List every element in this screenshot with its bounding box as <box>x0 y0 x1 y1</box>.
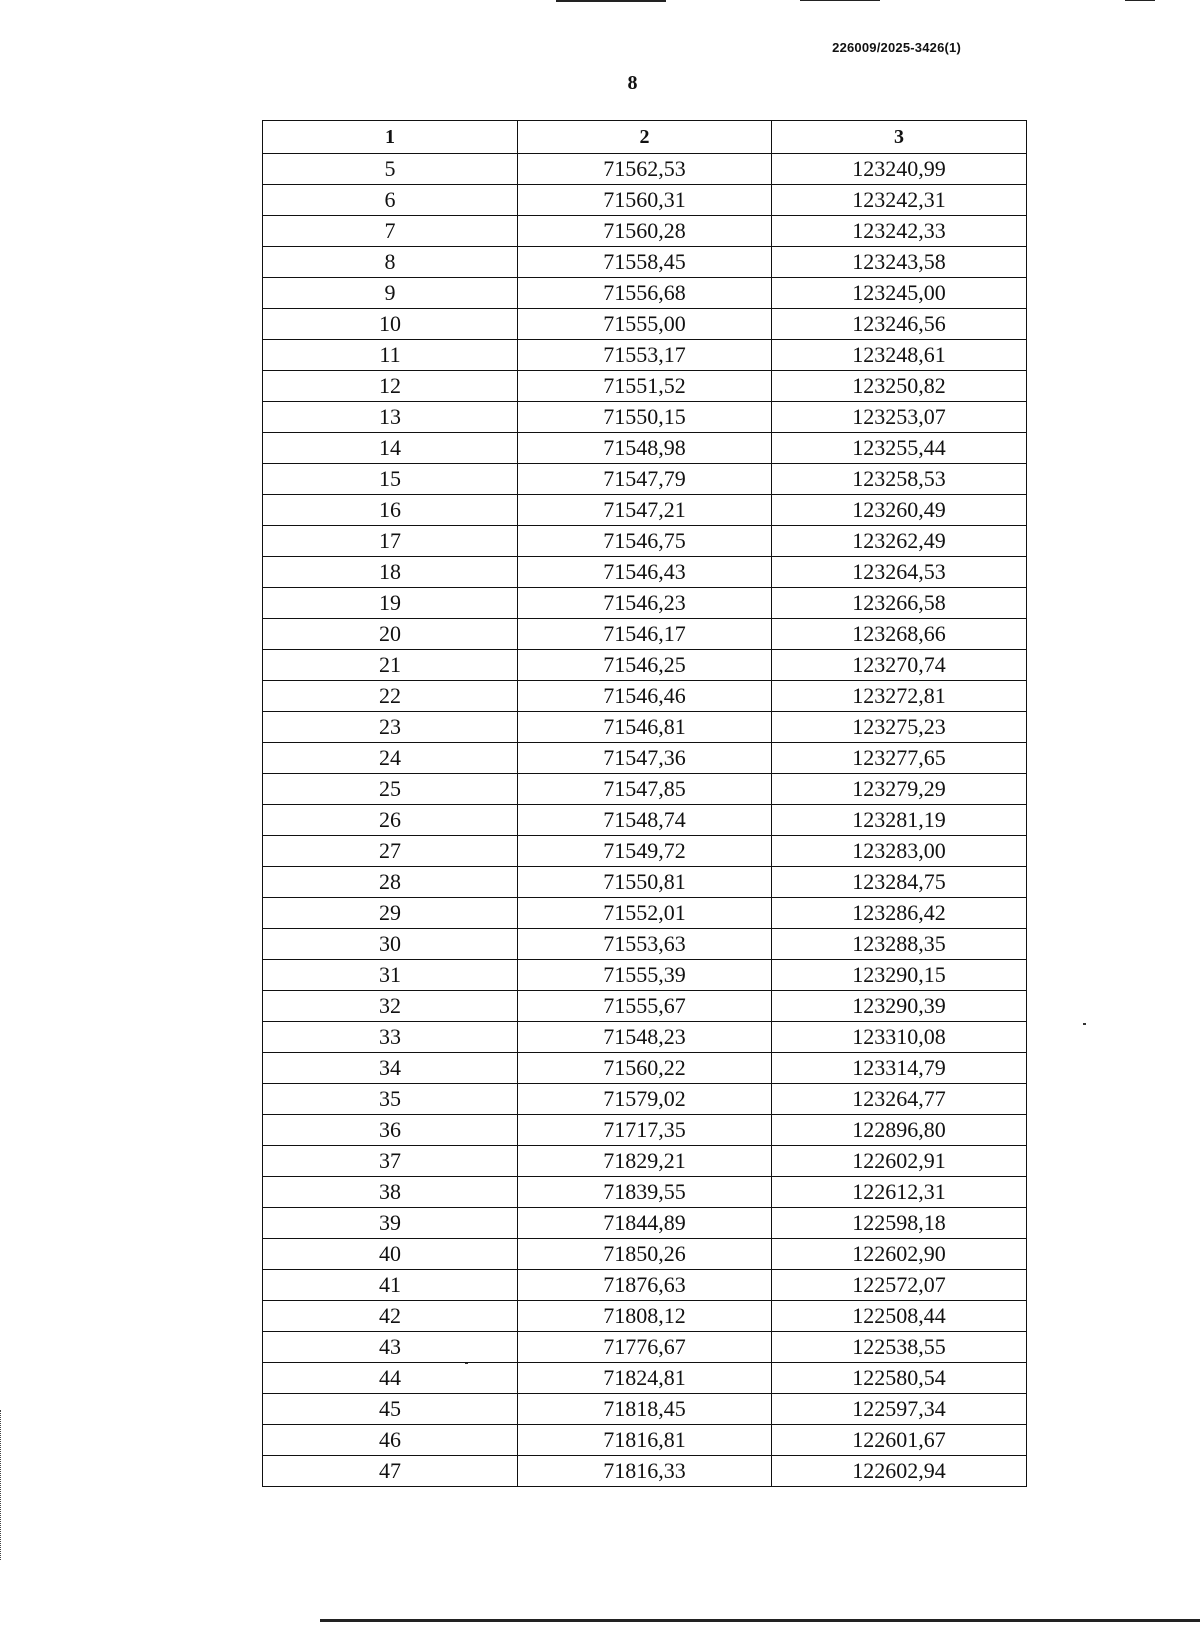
x-coordinate-cell: 71818,45 <box>518 1394 772 1425</box>
x-coordinate-cell: 71555,39 <box>518 960 772 991</box>
table-row <box>263 433 1027 464</box>
point-number-cell: 47 <box>263 1456 518 1487</box>
table-row <box>263 340 1027 371</box>
table-row <box>263 1239 1027 1270</box>
y-coordinate-cell: 123260,49 <box>772 495 1027 526</box>
table-row <box>263 1177 1027 1208</box>
point-number-cell: 44 <box>263 1363 518 1394</box>
table-row <box>263 1394 1027 1425</box>
table-row <box>263 247 1027 278</box>
table-row <box>263 278 1027 309</box>
x-coordinate-cell: 71844,89 <box>518 1208 772 1239</box>
x-coordinate-cell: 71579,02 <box>518 1084 772 1115</box>
table-row <box>263 1146 1027 1177</box>
y-coordinate-cell: 122896,80 <box>772 1115 1027 1146</box>
x-coordinate-cell: 71839,55 <box>518 1177 772 1208</box>
column-header: 1 <box>263 121 518 154</box>
x-coordinate-cell: 71829,21 <box>518 1146 772 1177</box>
point-number-cell: 23 <box>263 712 518 743</box>
point-number-cell: 36 <box>263 1115 518 1146</box>
y-coordinate-cell: 123243,58 <box>772 247 1027 278</box>
x-coordinate-cell: 71549,72 <box>518 836 772 867</box>
x-coordinate-cell: 71547,36 <box>518 743 772 774</box>
table-row <box>263 1456 1027 1487</box>
point-number-cell: 34 <box>263 1053 518 1084</box>
y-coordinate-cell: 123310,08 <box>772 1022 1027 1053</box>
column-header: 3 <box>772 121 1027 154</box>
y-coordinate-cell: 123248,61 <box>772 340 1027 371</box>
x-coordinate-cell: 71550,81 <box>518 867 772 898</box>
y-coordinate-cell: 122612,31 <box>772 1177 1027 1208</box>
point-number-cell: 41 <box>263 1270 518 1301</box>
x-coordinate-cell: 71546,25 <box>518 650 772 681</box>
x-coordinate-cell: 71560,22 <box>518 1053 772 1084</box>
table-body <box>263 154 1027 1487</box>
x-coordinate-cell: 71555,00 <box>518 309 772 340</box>
table-row <box>263 650 1027 681</box>
y-coordinate-cell: 122602,90 <box>772 1239 1027 1270</box>
point-number-cell: 37 <box>263 1146 518 1177</box>
y-coordinate-cell: 123245,00 <box>772 278 1027 309</box>
y-coordinate-cell: 123266,58 <box>772 588 1027 619</box>
y-coordinate-cell: 123240,99 <box>772 154 1027 185</box>
y-coordinate-cell: 122601,67 <box>772 1425 1027 1456</box>
table-row <box>263 1270 1027 1301</box>
table-row <box>263 774 1027 805</box>
scan-bottom-rule <box>320 1619 1200 1622</box>
point-number-cell: 40 <box>263 1239 518 1270</box>
x-coordinate-cell: 71547,85 <box>518 774 772 805</box>
point-number-cell: 43 <box>263 1332 518 1363</box>
y-coordinate-cell: 123314,79 <box>772 1053 1027 1084</box>
point-number-cell: 8 <box>263 247 518 278</box>
table-row <box>263 836 1027 867</box>
x-coordinate-cell: 71776,67 <box>518 1332 772 1363</box>
point-number-cell: 28 <box>263 867 518 898</box>
table-row <box>263 960 1027 991</box>
table-row <box>263 1053 1027 1084</box>
x-coordinate-cell: 71808,12 <box>518 1301 772 1332</box>
x-coordinate-cell: 71546,17 <box>518 619 772 650</box>
x-coordinate-cell: 71548,74 <box>518 805 772 836</box>
point-number-cell: 14 <box>263 433 518 464</box>
y-coordinate-cell: 122538,55 <box>772 1332 1027 1363</box>
point-number-cell: 7 <box>263 216 518 247</box>
point-number-cell: 25 <box>263 774 518 805</box>
x-coordinate-cell: 71560,28 <box>518 216 772 247</box>
table-row <box>263 464 1027 495</box>
table-row <box>263 1301 1027 1332</box>
y-coordinate-cell: 123272,81 <box>772 681 1027 712</box>
table-row <box>263 1084 1027 1115</box>
table-row <box>263 309 1027 340</box>
y-coordinate-cell: 123253,07 <box>772 402 1027 433</box>
point-number-cell: 31 <box>263 960 518 991</box>
table-row <box>263 1425 1027 1456</box>
y-coordinate-cell: 122572,07 <box>772 1270 1027 1301</box>
y-coordinate-cell: 123242,33 <box>772 216 1027 247</box>
column-header: 2 <box>518 121 772 154</box>
table-row <box>263 371 1027 402</box>
y-coordinate-cell: 123288,35 <box>772 929 1027 960</box>
table-row <box>263 588 1027 619</box>
document-id: 226009/2025-3426(1) <box>832 40 961 55</box>
table-row <box>263 185 1027 216</box>
y-coordinate-cell: 123281,19 <box>772 805 1027 836</box>
x-coordinate-cell: 71546,46 <box>518 681 772 712</box>
table-row <box>263 929 1027 960</box>
y-coordinate-cell: 122602,91 <box>772 1146 1027 1177</box>
y-coordinate-cell: 123268,66 <box>772 619 1027 650</box>
scan-top-rule-middle <box>800 0 880 1</box>
y-coordinate-cell: 122597,34 <box>772 1394 1027 1425</box>
x-coordinate-cell: 71548,23 <box>518 1022 772 1053</box>
coordinates-table <box>262 120 1027 1487</box>
y-coordinate-cell: 123275,23 <box>772 712 1027 743</box>
y-coordinate-cell: 123290,15 <box>772 960 1027 991</box>
x-coordinate-cell: 71546,75 <box>518 526 772 557</box>
point-number-cell: 12 <box>263 371 518 402</box>
x-coordinate-cell: 71548,98 <box>518 433 772 464</box>
x-coordinate-cell: 71555,67 <box>518 991 772 1022</box>
x-coordinate-cell: 71562,53 <box>518 154 772 185</box>
table-row <box>263 743 1027 774</box>
x-coordinate-cell: 71850,26 <box>518 1239 772 1270</box>
table-row <box>263 898 1027 929</box>
x-coordinate-cell: 71558,45 <box>518 247 772 278</box>
table-row <box>263 216 1027 247</box>
y-coordinate-cell: 123246,56 <box>772 309 1027 340</box>
table-row <box>263 557 1027 588</box>
point-number-cell: 39 <box>263 1208 518 1239</box>
y-coordinate-cell: 122508,44 <box>772 1301 1027 1332</box>
table-header-row <box>263 121 1027 154</box>
point-number-cell: 22 <box>263 681 518 712</box>
table-row <box>263 1363 1027 1394</box>
page-number: 8 <box>627 72 638 94</box>
x-coordinate-cell: 71552,01 <box>518 898 772 929</box>
point-number-cell: 27 <box>263 836 518 867</box>
table-row <box>263 1115 1027 1146</box>
point-number-cell: 13 <box>263 402 518 433</box>
y-coordinate-cell: 122602,94 <box>772 1456 1027 1487</box>
point-number-cell: 20 <box>263 619 518 650</box>
x-coordinate-cell: 71816,81 <box>518 1425 772 1456</box>
point-number-cell: 32 <box>263 991 518 1022</box>
x-coordinate-cell: 71546,81 <box>518 712 772 743</box>
y-coordinate-cell: 123242,31 <box>772 185 1027 216</box>
point-number-cell: 24 <box>263 743 518 774</box>
point-number-cell: 5 <box>263 154 518 185</box>
table-row <box>263 402 1027 433</box>
point-number-cell: 15 <box>263 464 518 495</box>
y-coordinate-cell: 123284,75 <box>772 867 1027 898</box>
point-number-cell: 17 <box>263 526 518 557</box>
table-row <box>263 1022 1027 1053</box>
point-number-cell: 30 <box>263 929 518 960</box>
scan-left-edge <box>0 1410 3 1560</box>
point-number-cell: 21 <box>263 650 518 681</box>
point-number-cell: 45 <box>263 1394 518 1425</box>
x-coordinate-cell: 71876,63 <box>518 1270 772 1301</box>
table-row <box>263 805 1027 836</box>
y-coordinate-cell: 123279,29 <box>772 774 1027 805</box>
y-coordinate-cell: 123286,42 <box>772 898 1027 929</box>
table-row <box>263 154 1027 185</box>
y-coordinate-cell: 123255,44 <box>772 433 1027 464</box>
x-coordinate-cell: 71717,35 <box>518 1115 772 1146</box>
point-number-cell: 19 <box>263 588 518 619</box>
point-number-cell: 18 <box>263 557 518 588</box>
y-coordinate-cell: 122580,54 <box>772 1363 1027 1394</box>
x-coordinate-cell: 71824,81 <box>518 1363 772 1394</box>
point-number-cell: 6 <box>263 185 518 216</box>
y-coordinate-cell: 123283,00 <box>772 836 1027 867</box>
y-coordinate-cell: 123264,77 <box>772 1084 1027 1115</box>
y-coordinate-cell: 123262,49 <box>772 526 1027 557</box>
x-coordinate-cell: 71553,63 <box>518 929 772 960</box>
point-number-cell: 33 <box>263 1022 518 1053</box>
x-coordinate-cell: 71550,15 <box>518 402 772 433</box>
point-number-cell: 9 <box>263 278 518 309</box>
x-coordinate-cell: 71553,17 <box>518 340 772 371</box>
table-row <box>263 495 1027 526</box>
y-coordinate-cell: 123270,74 <box>772 650 1027 681</box>
point-number-cell: 42 <box>263 1301 518 1332</box>
point-number-cell: 10 <box>263 309 518 340</box>
table-row <box>263 991 1027 1022</box>
point-number-cell: 16 <box>263 495 518 526</box>
x-coordinate-cell: 71546,43 <box>518 557 772 588</box>
y-coordinate-cell: 123250,82 <box>772 371 1027 402</box>
point-number-cell: 35 <box>263 1084 518 1115</box>
table-row <box>263 526 1027 557</box>
y-coordinate-cell: 123290,39 <box>772 991 1027 1022</box>
table-row <box>263 712 1027 743</box>
scan-top-rule-left <box>556 0 666 2</box>
point-number-cell: 38 <box>263 1177 518 1208</box>
table-row <box>263 1208 1027 1239</box>
x-coordinate-cell: 71560,31 <box>518 185 772 216</box>
scan-top-rule-right <box>1125 0 1155 1</box>
y-coordinate-cell: 122598,18 <box>772 1208 1027 1239</box>
x-coordinate-cell: 71816,33 <box>518 1456 772 1487</box>
x-coordinate-cell: 71547,79 <box>518 464 772 495</box>
point-number-cell: 11 <box>263 340 518 371</box>
point-number-cell: 46 <box>263 1425 518 1456</box>
y-coordinate-cell: 123277,65 <box>772 743 1027 774</box>
x-coordinate-cell: 71551,52 <box>518 371 772 402</box>
table-row <box>263 1332 1027 1363</box>
y-coordinate-cell: 123258,53 <box>772 464 1027 495</box>
stray-dot <box>1083 1023 1086 1025</box>
point-number-cell: 29 <box>263 898 518 929</box>
table-row <box>263 681 1027 712</box>
point-number-cell: 26 <box>263 805 518 836</box>
x-coordinate-cell: 71547,21 <box>518 495 772 526</box>
x-coordinate-cell: 71556,68 <box>518 278 772 309</box>
y-coordinate-cell: 123264,53 <box>772 557 1027 588</box>
x-coordinate-cell: 71546,23 <box>518 588 772 619</box>
table-row <box>263 867 1027 898</box>
table-row <box>263 619 1027 650</box>
